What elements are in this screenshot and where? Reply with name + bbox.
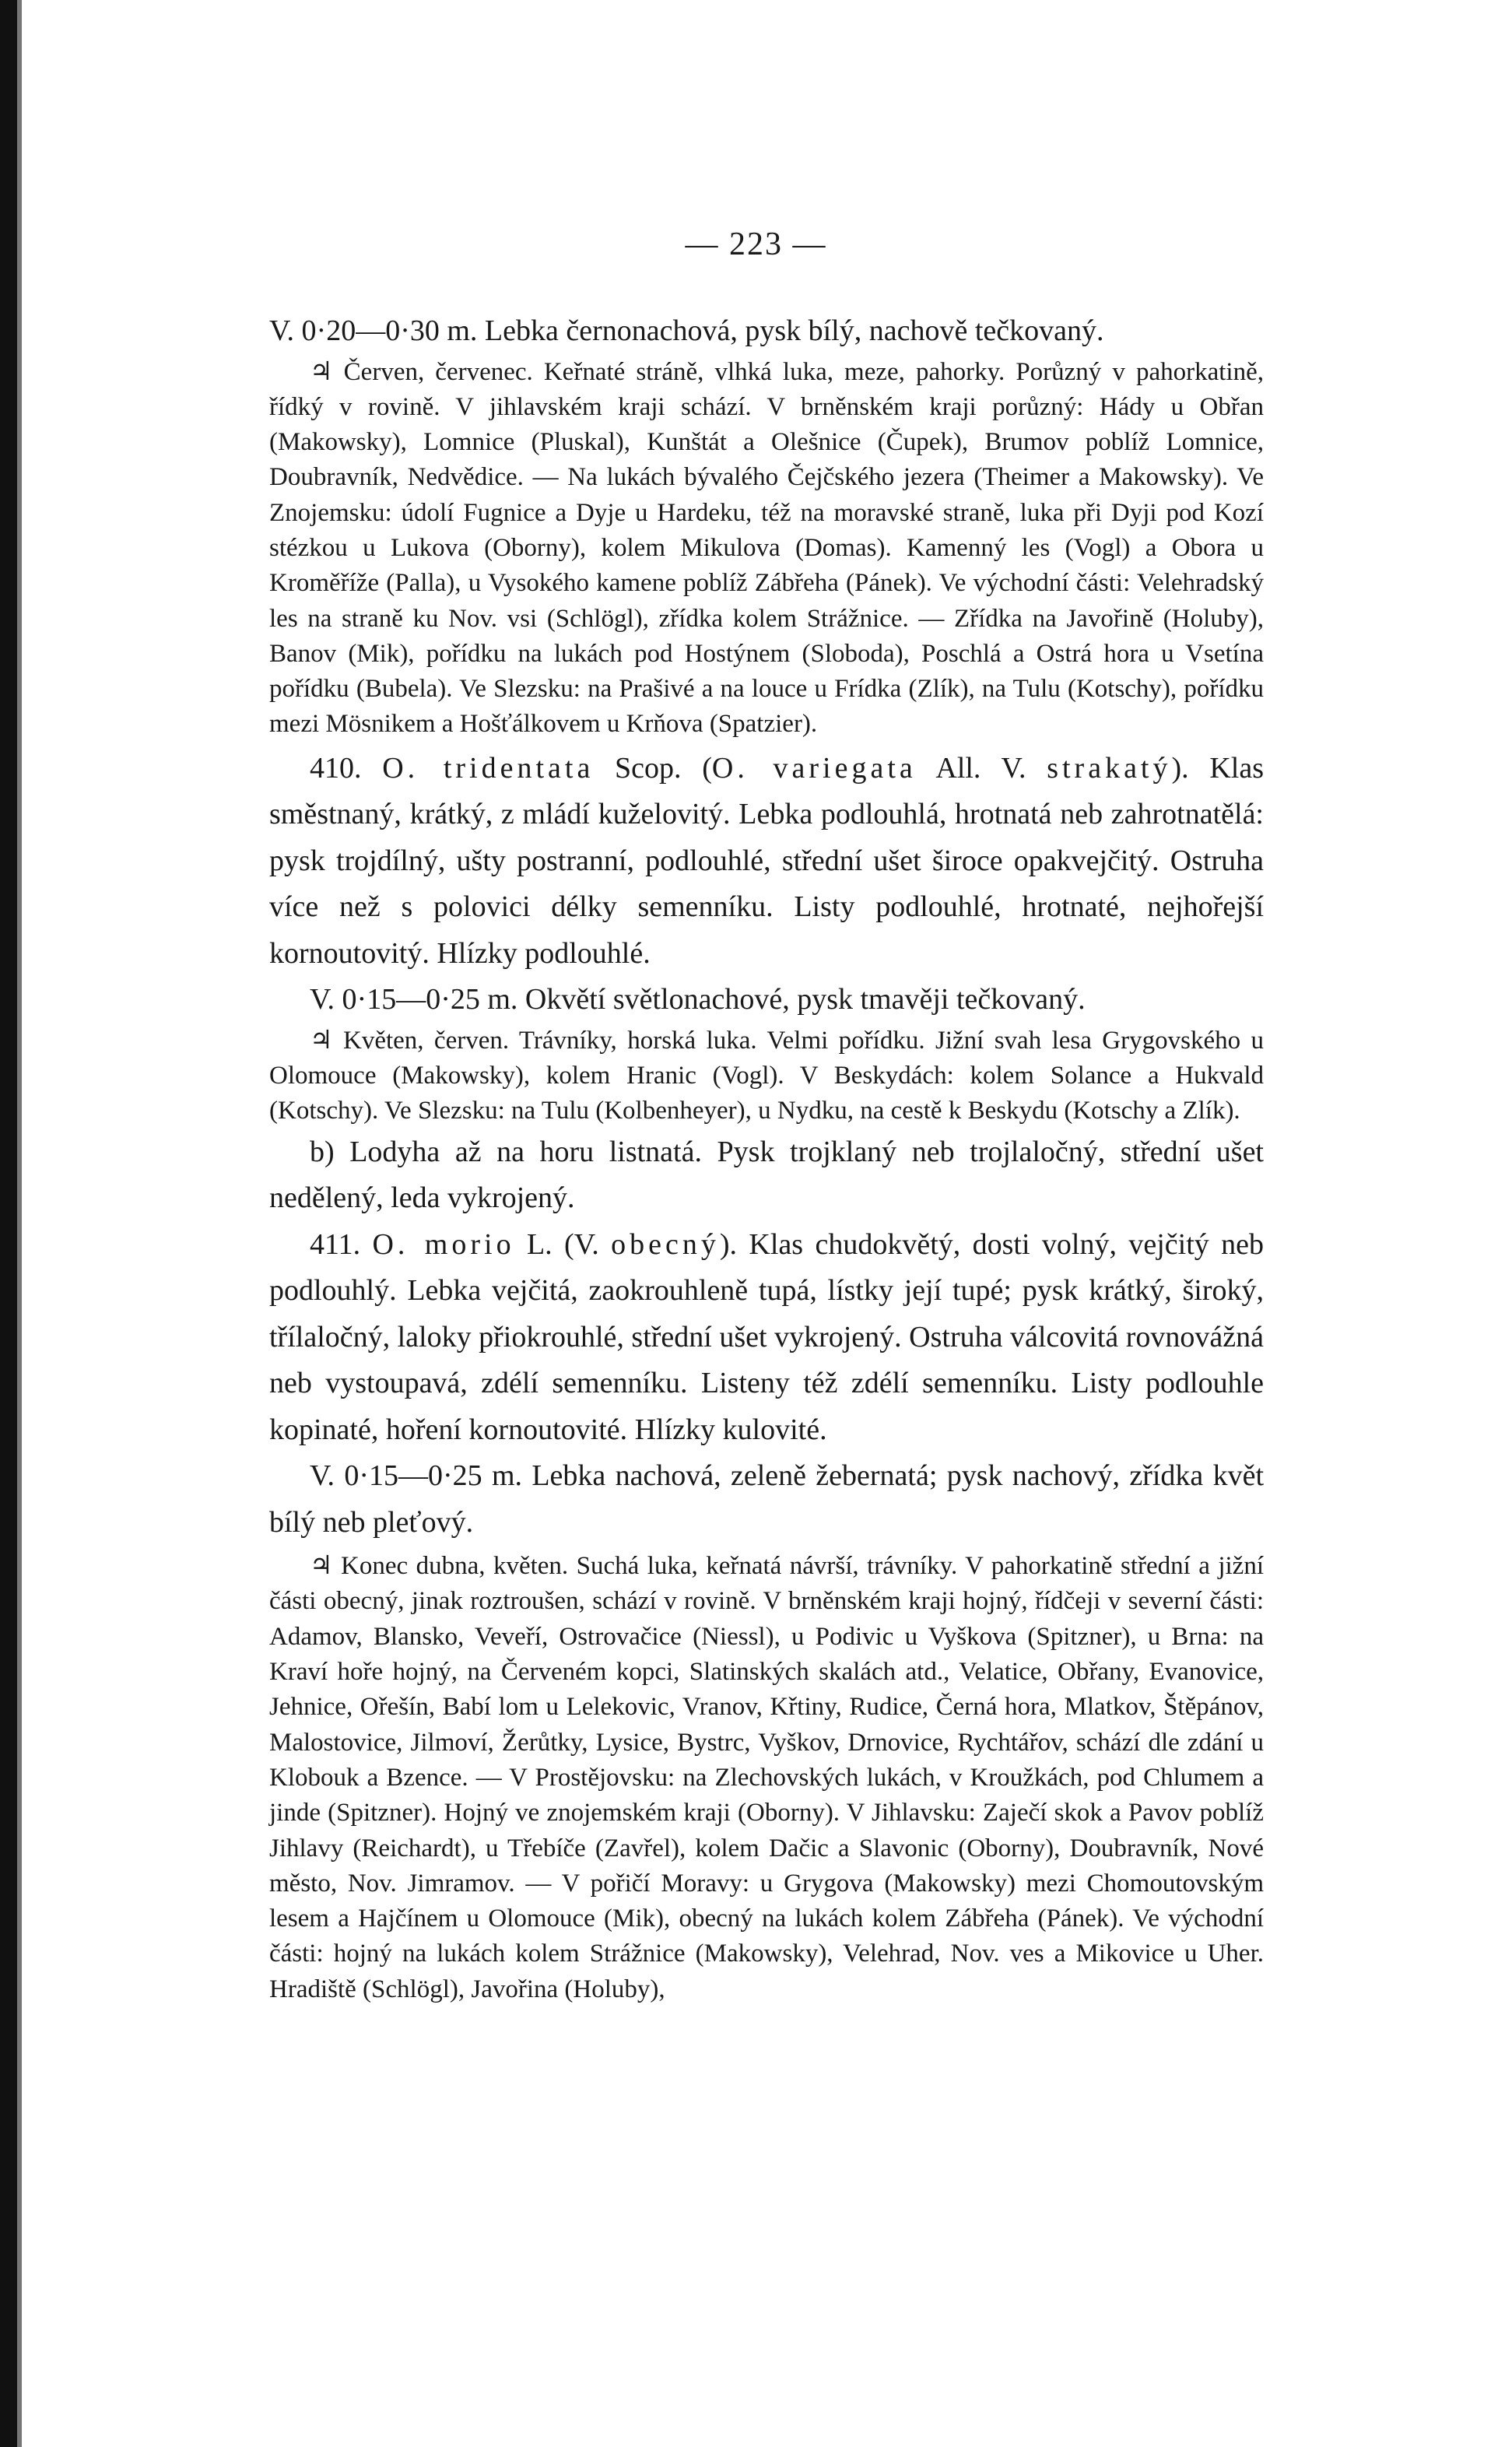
species-number: 410. (310, 751, 362, 785)
species-name: O. tridentata (382, 751, 595, 785)
page-scan-edge-shadow (17, 0, 22, 2447)
paragraph-key: b) Lodyha až na horu listnatá. Pysk trojklaný neb trojlaločný, střední ušet nedělený, leda vykrojený. (269, 1135, 1264, 1215)
page-text (269, 308, 1264, 2007)
czech-name: strakatý (1047, 751, 1172, 785)
species-name: O. morio (372, 1227, 515, 1261)
paragraph-size-row: V. 0·15—0·25 m. Lebka nachová, zeleně žebernatá; pysk nachový, zřídka květ bílý neb pleťový. (269, 1459, 1264, 1539)
czech-name: obecný (611, 1227, 720, 1261)
species-411 (269, 1222, 1264, 1454)
page-scan-edge (0, 0, 17, 2447)
synonym-authority: All. V. (935, 751, 1026, 785)
paragraph-size-row: V. 0·20—0·30 m. Lebka černonachová, pysk bílý, nachově tečkovaný. (269, 314, 1104, 347)
paragraph-distribution: ♃ Červen, červenec. Keřnaté stráně, vlhká luka, meze, pahorky. Porůzný v pahorkatině, řídký v rovině. V jihlavském kraji schází. V brněnském kraji porůzný: Hády u Obřan (Makowsky), Lomnice (Pluskal), Kunštát a Olešnice (Čupek), Brumov poblíž Lomnice, Doubravník, Nedvědice. — Na lukách bývalého Čejčského jezera (Theimer a Makowsky). Ve Znojemsku: údolí Fugnice a Dyje u Hardeku, též na moravské straně, luka při Dyji pod Kozí stézkou u Lukova (Oborny), kolem Mikulova (Domas). Kamenný les (Vogl) a Obora u Kroměříže (Palla), u Vysokého kamene poblíž Zábřeha (Pánek). Ve východní části: Velehradský les na straně ku Nov. vsi (Schlögl), zřídka kolem Strážnice. — Zřídka na Javořině (Holuby), Banov (Mik), pořídku na lukách pod Hostýnem (Sloboda), Poschlá a Ostrá hora u Vsetína pořídku (Bubela). Ve Slezsku: na Prašivé a na louce u Frídka (Zlík), na Tulu (Kotschy), pořídku mezi Mösnikem a Hošťálkovem u Krňova (Spatzier). (269, 357, 1264, 739)
page-number: — 223 — (685, 226, 827, 262)
species-410 (269, 746, 1264, 978)
species-authority: Scop. ( (615, 751, 712, 785)
species-description: ). Klas směstnaný, krátký, z mládí kuželovitý. Lebka podlouhlá, hrotnatá neb zahrotnatělá: pysk trojdílný, ušty postranní, podlouhlé, střední ušet široce opakvejčitý. Ostruha více než s polovici délky semenníku. Listy podlouhlé, hrotnaté, nejhořejší kornoutovitý. Hlízky podlouhlé. (269, 751, 1265, 970)
species-authority: L. (V. (526, 1227, 599, 1261)
species-synonym: O. variegata (711, 751, 917, 785)
paragraph-size-row: V. 0·15—0·25 m. Okvětí světlonachové, pysk tmavěji tečkovaný. (310, 983, 1086, 1016)
paragraph-distribution: ♃ Květen, červen. Trávníky, horská luka. Velmi pořídku. Jižní svah lesa Grygovského u Olomouce (Makowsky), kolem Hranic (Vogl). V Beskydách: kolem Solance a Hukvald (Kotschy). Ve Slezsku: na Tulu (Kolbenheyer), u Nydku, na cestě k Beskydu (Kotschy a Zlík). (269, 1026, 1264, 1125)
species-number: 411. (310, 1227, 361, 1261)
species-description: ). Klas chudokvětý, dosti volný, vejčitý neb podlouhlý. Lebka vejčitá, zaokrouhleně tupá, lístky její tupé; pysk krátký, široký, třílaločný, laloky přiokrouhlé, střední ušet vykrojený. Ostruha válcovitá rovnovážná neb vystoupavá, zdélí semenníku. Listeny též zdélí semenníku. Listy podlouhle kopinaté, hoření kornoutovité. Hlízky kulovité. (269, 1227, 1265, 1446)
paragraph-distribution: ♃ Konec dubna, květen. Suchá luka, keřnatá návrší, trávníky. V pahorkatině střední a jižní části obecný, jinak roztroušen, schází v rovině. V brněnském kraji hojný, řídčeji v severní části: Adamov, Blansko, Veveří, Ostrovačice (Niessl), u Podivic u Vyškova (Spitzner), u Brna: na Kraví hoře hojný, na Červeném kopci, Slatinských skalách atd., Velatice, Obřany, Evanovice, Jehnice, Ořešín, Babí lom u Lelekovic, Vranov, Křtiny, Rudice, Černá hora, Mlatkov, Štěpánov, Malostovice, Jilmoví, Žerůtky, Lysice, Bystrc, Vyškov, Drnovice, Rychtářov, schází dle zdání u Klobouk a Bzence. — V Prostějovsku: na Zlechovských lukách, v Kroužkách, pod Chlumem a jinde (Spitzner). Hojný ve znojemském kraji (Oborny). V Jihlavsku: Zaječí skok a Pavov poblíž Jihlavy (Reichardt), u Třebíče (Zavřel), kolem Dačic a Slavonic (Oborny), Doubravník, Nové město, Nov. Jimramov. — V pořičí Moravy: u Grygova (Makowsky) mezi Chomoutovským lesem a Hajčínem u Olomouce (Mik), obecný na lukách kolem Zábřeha (Pánek). Ve východní části: hojný na lukách kolem Strážnice (Makowsky), Velehrad, Nov. ves a Mikovice u Uher. Hradiště (Schlögl), Javořina (Holuby), (269, 1552, 1264, 2003)
